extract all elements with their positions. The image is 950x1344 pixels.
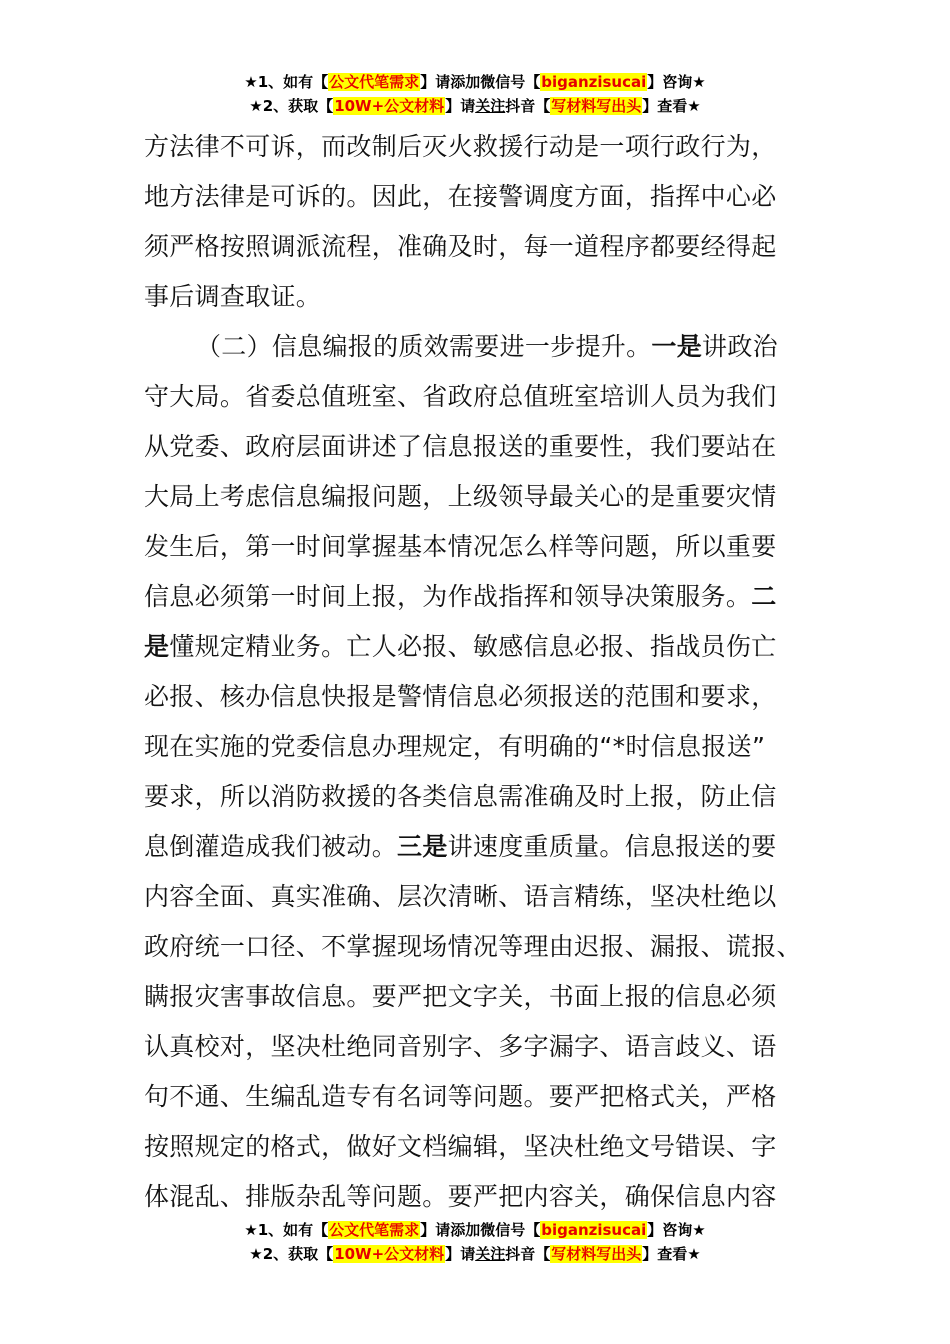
text-line: 按照规定的格式，做好文档编辑，坚决杜绝文号错误、字 [144, 1132, 777, 1161]
text-line: 守大局。省委总值班室、省政府总值班室培训人员为我们 [144, 382, 777, 411]
text-line [144, 822, 794, 872]
text-line: 方法律不可诉，而改制后灭火救援行动是一项行政行为， [144, 132, 777, 161]
banner-line-1 [0, 1218, 950, 1242]
banner-text: 】请添加微信号【 [420, 73, 541, 91]
banner-highlight-douyin: 写材料写出头 [551, 97, 642, 115]
banner-highlight-materials: 10W+公文材料 [334, 1245, 445, 1263]
banner-highlight-wechat: biganzisucai [541, 73, 647, 91]
banner-highlight-service: 公文代笔需求 [329, 1221, 420, 1239]
footer-banner [0, 1218, 950, 1266]
text-line: 句不通、生编乱造专有名词等问题。要严把格式关，严格 [144, 1082, 777, 1111]
document-body [144, 122, 802, 1222]
banner-text: 】咨询★ [647, 73, 706, 91]
text-run: 讲政治 [702, 332, 778, 361]
banner-text: 】请 [445, 1245, 476, 1263]
banner-text: 】咨询★ [647, 1221, 706, 1239]
text-run: 息倒灌造成我们被动。 [144, 832, 398, 861]
text-line: 事后调查取证。 [144, 282, 322, 311]
text-line: 须严格按照调派流程，准确及时，每一道程序都要经得起 [144, 232, 777, 261]
banner-highlight-service: 公文代笔需求 [329, 73, 420, 91]
banner-text: ★2、获取【 [249, 1245, 334, 1263]
text-line: 现在实施的党委信息办理规定，有明确的“*时信息报送” [144, 732, 766, 761]
header-banner [0, 70, 950, 118]
paragraph-1 [144, 122, 794, 322]
bold-marker: 三是 [397, 832, 448, 861]
text-line: 要求，所以消防救援的各类信息需准确及时上报，防止信 [144, 782, 777, 811]
section-heading: （二）信息编报的质效需要进一步提升。 [196, 332, 652, 361]
banner-line-2 [0, 1242, 950, 1266]
banner-highlight-wechat: biganzisucai [541, 1221, 647, 1239]
text-line: 政府统一口径、不掌握现场情况等理由迟报、漏报、谎报、 [144, 932, 802, 961]
banner-text: 抖音【 [505, 97, 551, 115]
banner-highlight-douyin: 写材料写出头 [551, 1245, 642, 1263]
banner-text: 】请添加微信号【 [420, 1221, 541, 1239]
banner-text: ★2、获取【 [249, 97, 334, 115]
bold-marker: 二 [751, 582, 777, 611]
banner-text: 】查看★ [642, 1245, 701, 1263]
text-line [144, 572, 794, 622]
text-line [144, 322, 794, 372]
text-line: 瞒报灾害事故信息。要严把文字关，书面上报的信息必须 [144, 982, 777, 1011]
banner-text: 】请 [445, 97, 476, 115]
banner-line-1 [0, 70, 950, 94]
text-line: 内容全面、真实准确、层次清晰、语言精练，坚决杜绝以 [144, 882, 777, 911]
text-line: 地方法律是可诉的。因此，在接警调度方面，指挥中心必 [144, 182, 777, 211]
text-line: 大局上考虑信息编报问题，上级领导最关心的是重要灾情 [144, 482, 777, 511]
banner-underline-text: 关注 [475, 1245, 506, 1263]
text-line: 必报、核办信息快报是警情信息必须报送的范围和要求， [144, 682, 777, 711]
banner-highlight-materials: 10W+公文材料 [334, 97, 445, 115]
bold-marker: 是 [144, 632, 170, 661]
text-line: 体混乱、排版杂乱等问题。要严把内容关，确保信息内容 [144, 1182, 777, 1211]
banner-text: ★1、如有【 [244, 73, 329, 91]
text-run: 懂规定精业务。亡人必报、敏感信息必报、指战员伤亡 [169, 632, 777, 661]
banner-text: 抖音【 [505, 1245, 551, 1263]
banner-line-2 [0, 94, 950, 118]
text-line: 认真校对，坚决杜绝同音别字、多字漏字、语言歧义、语 [144, 1032, 777, 1061]
text-line: 发生后，第一时间掌握基本情况怎么样等问题，所以重要 [144, 532, 777, 561]
text-line: 从党委、政府层面讲述了信息报送的重要性，我们要站在 [144, 432, 777, 461]
banner-text: 】查看★ [642, 97, 701, 115]
text-run: 讲速度重质量。信息报送的要 [447, 832, 777, 861]
paragraph-2 [144, 322, 802, 1222]
banner-text: ★1、如有【 [244, 1221, 329, 1239]
text-run: 信息必须第一时间上报，为作战指挥和领导决策服务。 [144, 582, 752, 611]
bold-marker: 一是 [651, 332, 703, 361]
text-line [144, 622, 794, 672]
banner-underline-text: 关注 [475, 97, 506, 115]
